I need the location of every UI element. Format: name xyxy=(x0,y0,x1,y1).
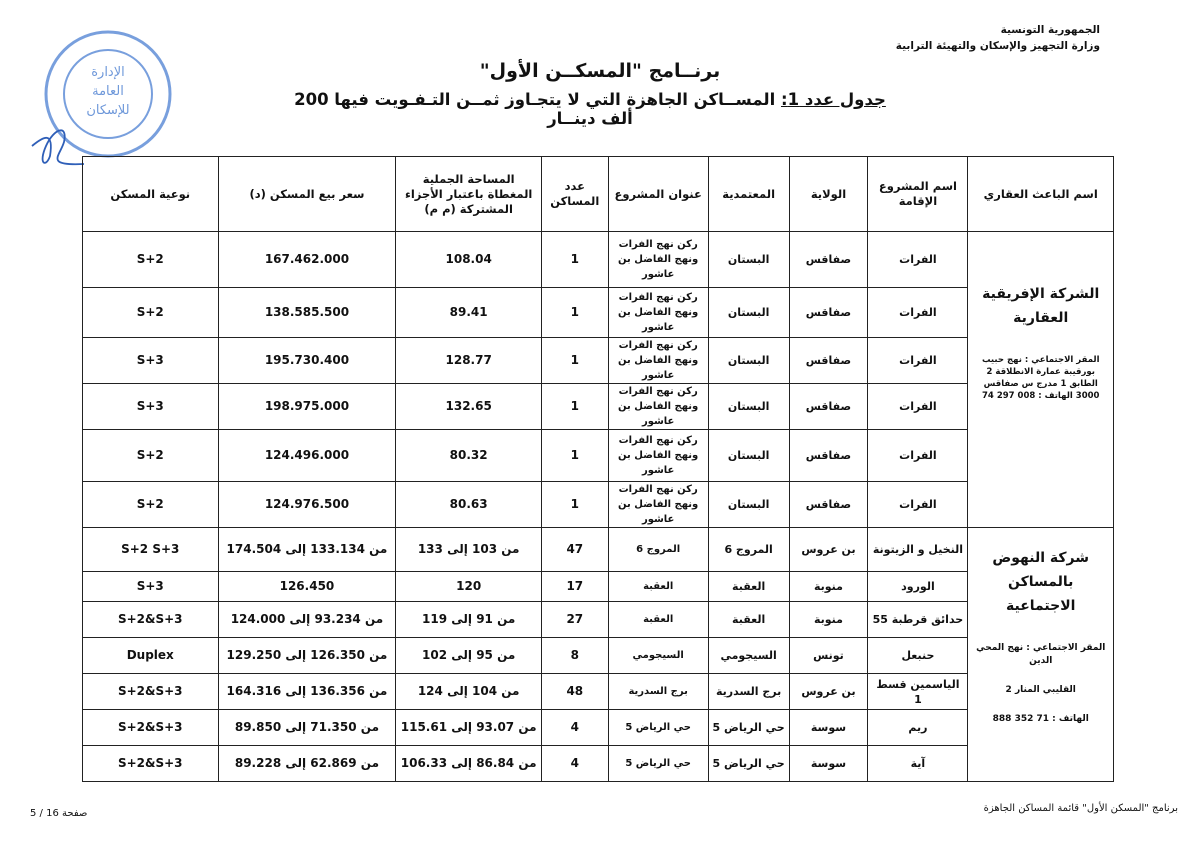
cell-price: 138.585.500 xyxy=(218,288,396,338)
company-contact: المقر الاجتماعي : نهج حبيب بورقيبة عمارة الانطلاقة 2 الطابق 1 مدرج س صفاقس 3000 الهاتف : 008 297 74 xyxy=(981,355,1100,401)
cell-type: S+3 xyxy=(83,384,219,430)
cell-project: الياسمين قسط 1 xyxy=(868,674,968,710)
cell-area: من 103 إلى 133 xyxy=(396,528,542,572)
cell-price: 124.496.000 xyxy=(218,430,396,482)
cell-type: S+2 xyxy=(83,430,219,482)
cell-count: 4 xyxy=(541,746,608,782)
seal-line3: للإسكان xyxy=(86,103,130,118)
cell-wilaya: صفاقس xyxy=(789,384,868,430)
table-row xyxy=(83,602,1114,638)
cell-address: العقبة xyxy=(608,602,708,638)
col-wilaya: الولاية xyxy=(789,157,868,232)
cell-address: السيجومي xyxy=(608,638,708,674)
cell-delegation: البستان xyxy=(708,384,789,430)
cell-address: برج السدرية xyxy=(608,674,708,710)
cell-area: من 91 إلى 119 xyxy=(396,602,542,638)
col-area: المساحة الجملية المغطاة باعتبار الأجزاء المشتركة (م م) xyxy=(396,157,542,232)
cell-delegation: البستان xyxy=(708,482,789,528)
cell-wilaya: منوبة xyxy=(789,602,868,638)
cell-delegation: البستان xyxy=(708,338,789,384)
cell-type: S+2&S+3 xyxy=(83,674,219,710)
table-row xyxy=(83,384,1114,430)
company-address-line: القليبي المنار 2 xyxy=(1005,685,1076,695)
cell-count: 1 xyxy=(541,232,608,288)
country-name: الجمهورية التونسية xyxy=(1000,24,1100,36)
cell-delegation: المروج 6 xyxy=(708,528,789,572)
col-project: اسم المشروع الإقامة xyxy=(868,157,968,232)
cell-type: S+2 xyxy=(83,232,219,288)
issuer-header xyxy=(896,22,1100,54)
cell-count: 48 xyxy=(541,674,608,710)
cell-address: ركن نهج الفرات ونهج الفاضل بن عاشور xyxy=(608,338,708,384)
cell-delegation: البستان xyxy=(708,288,789,338)
cell-count: 1 xyxy=(541,430,608,482)
cell-delegation: السيجومي xyxy=(708,638,789,674)
cell-address: ركن نهج الفرات ونهج الفاضل بن عاشور xyxy=(608,384,708,430)
table-row xyxy=(83,288,1114,338)
table-row xyxy=(83,482,1114,528)
cell-price: 198.975.000 xyxy=(218,384,396,430)
table-subtitle xyxy=(280,90,900,128)
table-row xyxy=(83,232,1114,288)
cell-price: من 62.869 إلى 89.228 xyxy=(218,746,396,782)
cell-price: من 71.350 إلى 89.850 xyxy=(218,710,396,746)
cell-count: 1 xyxy=(541,338,608,384)
cell-project: حنبعل xyxy=(868,638,968,674)
cell-price: 124.976.500 xyxy=(218,482,396,528)
company-name: الشركة الإفريقية العقارية xyxy=(982,286,1100,326)
cell-price: من 133.134 إلى 174.504 xyxy=(218,528,396,572)
cell-area: 80.32 xyxy=(396,430,542,482)
cell-area: 120 xyxy=(396,572,542,602)
cell-wilaya: منوبة xyxy=(789,572,868,602)
cell-type: S+3 xyxy=(83,572,219,602)
table-row xyxy=(83,572,1114,602)
cell-project: الفرات xyxy=(868,430,968,482)
page-number: صفحة 16 / 5 xyxy=(30,808,88,819)
cell-project: الفرات xyxy=(868,338,968,384)
cell-price: من 126.350 إلى 129.250 xyxy=(218,638,396,674)
cell-type: Duplex xyxy=(83,638,219,674)
cell-wilaya: صفاقس xyxy=(789,338,868,384)
cell-project: آية xyxy=(868,746,968,782)
cell-area: 128.77 xyxy=(396,338,542,384)
cell-address: العقبة xyxy=(608,572,708,602)
housing-table xyxy=(82,156,1114,782)
table-header-row xyxy=(83,157,1114,232)
cell-count: 1 xyxy=(541,288,608,338)
cell-wilaya: صفاقس xyxy=(789,232,868,288)
col-count: عدد المساكن xyxy=(541,157,608,232)
cell-area: من 95 إلى 102 xyxy=(396,638,542,674)
col-promoter: اسم الباعث العقاري xyxy=(968,157,1114,232)
company-cell-2 xyxy=(968,528,1114,782)
company-name: شركة النهوض بالمساكن الاجتماعية xyxy=(992,550,1090,614)
cell-type: S+2&S+3 xyxy=(83,746,219,782)
cell-count: 17 xyxy=(541,572,608,602)
cell-address: ركن نهج الفرات ونهج الفاضل بن عاشور xyxy=(608,288,708,338)
cell-address: ركن نهج الفرات ونهج الفاضل بن عاشور xyxy=(608,430,708,482)
cell-area: من 93.07 إلى 115.61 xyxy=(396,710,542,746)
cell-delegation: البستان xyxy=(708,232,789,288)
cell-count: 4 xyxy=(541,710,608,746)
company-phone: الهاتف : 71 352 888 xyxy=(992,714,1089,724)
cell-wilaya: صفاقس xyxy=(789,288,868,338)
cell-price: 126.450 xyxy=(218,572,396,602)
col-address: عنوان المشروع xyxy=(608,157,708,232)
cell-delegation: برج السدرية xyxy=(708,674,789,710)
cell-type: S+2 xyxy=(83,288,219,338)
col-price: سعر بيع المسكن (د) xyxy=(218,157,396,232)
cell-wilaya: بن عروس xyxy=(789,674,868,710)
cell-count: 47 xyxy=(541,528,608,572)
document-footer: برنامج "المسكن الأول" قائمة المساكن الجاهزة xyxy=(983,803,1178,814)
cell-area: 132.65 xyxy=(396,384,542,430)
cell-project: الورود xyxy=(868,572,968,602)
table-row xyxy=(83,710,1114,746)
cell-price: من 93.234 إلى 124.000 xyxy=(218,602,396,638)
cell-wilaya: سوسة xyxy=(789,746,868,782)
cell-wilaya: صفاقس xyxy=(789,430,868,482)
table-description: المســاكن الجاهزة التي لا يتجـاوز ثمــن التـفـويت فيها 200 ألف دينــار xyxy=(294,90,776,128)
cell-area: من 86.84 إلى 106.33 xyxy=(396,746,542,782)
cell-address: حي الرياض 5 xyxy=(608,746,708,782)
cell-project: الفرات xyxy=(868,482,968,528)
cell-type: S+2&S+3 xyxy=(83,710,219,746)
table-row xyxy=(83,528,1114,572)
cell-price: من 136.356 إلى 164.316 xyxy=(218,674,396,710)
cell-type: S+3 xyxy=(83,338,219,384)
cell-delegation: البستان xyxy=(708,430,789,482)
cell-address: ركن نهج الفرات ونهج الفاضل بن عاشور xyxy=(608,232,708,288)
table-row xyxy=(83,430,1114,482)
ministry-name: وزارة التجهيز والإسكان والتهيئة الترابية xyxy=(895,40,1100,52)
cell-area: 80.63 xyxy=(396,482,542,528)
cell-project: النخيل و الزيتونة xyxy=(868,528,968,572)
cell-price: 195.730.400 xyxy=(218,338,396,384)
col-delegation: المعتمدية xyxy=(708,157,789,232)
official-seal xyxy=(28,16,178,166)
table-row xyxy=(83,746,1114,782)
seal-line2: العامة xyxy=(92,84,124,99)
cell-wilaya: تونس xyxy=(789,638,868,674)
table-row xyxy=(83,674,1114,710)
company-cell-1 xyxy=(968,232,1114,528)
cell-count: 27 xyxy=(541,602,608,638)
cell-project: الفرات xyxy=(868,288,968,338)
cell-project: الفرات xyxy=(868,232,968,288)
cell-type: S+2 S+3 xyxy=(83,528,219,572)
cell-type: S+2&S+3 xyxy=(83,602,219,638)
cell-area: 108.04 xyxy=(396,232,542,288)
page-title: برنــامج "المسكــن الأول" xyxy=(479,60,721,82)
cell-area: 89.41 xyxy=(396,288,542,338)
cell-count: 1 xyxy=(541,384,608,430)
cell-project: ريم xyxy=(868,710,968,746)
cell-delegation: حي الرياض 5 xyxy=(708,710,789,746)
cell-wilaya: سوسة xyxy=(789,710,868,746)
cell-project: حدائق قرطبة 55 xyxy=(868,602,968,638)
cell-price: 167.462.000 xyxy=(218,232,396,288)
col-type: نوعية المسكن xyxy=(83,157,219,232)
cell-area: من 104 إلى 124 xyxy=(396,674,542,710)
cell-type: S+2 xyxy=(83,482,219,528)
table-row xyxy=(83,638,1114,674)
cell-wilaya: صفاقس xyxy=(789,482,868,528)
cell-count: 8 xyxy=(541,638,608,674)
cell-address: ركن نهج الفرات ونهج الفاضل بن عاشور xyxy=(608,482,708,528)
cell-delegation: العقبة xyxy=(708,602,789,638)
cell-address: المروج 6 xyxy=(608,528,708,572)
cell-project: الفرات xyxy=(868,384,968,430)
seal-line1: الإدارة xyxy=(91,65,125,80)
table-row xyxy=(83,338,1114,384)
cell-delegation: حي الرياض 5 xyxy=(708,746,789,782)
company-address-line: المقر الاجتماعي : نهج المحي الدين xyxy=(976,643,1106,666)
table-number-label: جدول عدد 1: xyxy=(781,90,886,109)
cell-address: حي الرياض 5 xyxy=(608,710,708,746)
cell-wilaya: بن عروس xyxy=(789,528,868,572)
cell-count: 1 xyxy=(541,482,608,528)
cell-delegation: العقبة xyxy=(708,572,789,602)
